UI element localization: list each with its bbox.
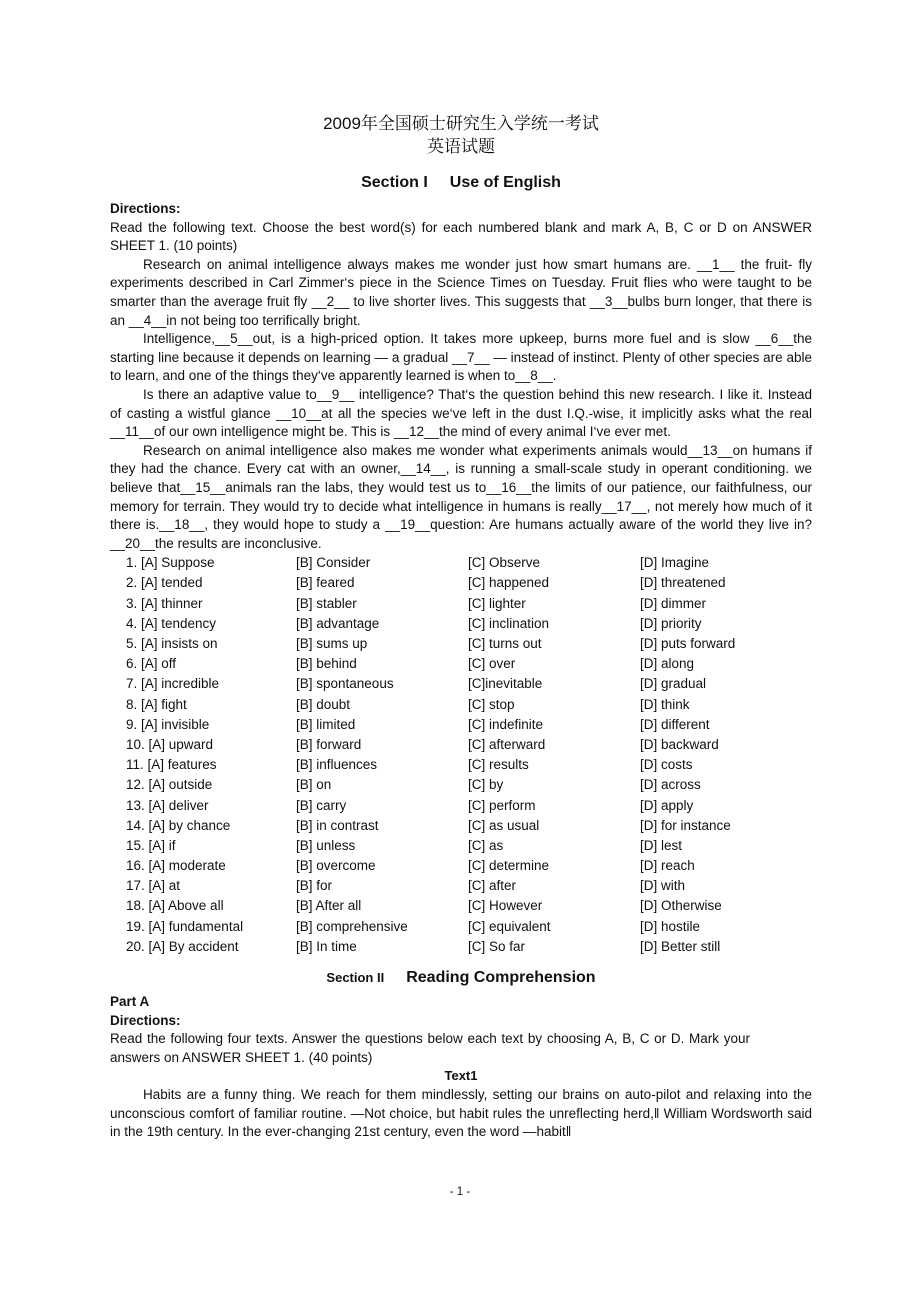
option-c: [C] determine — [468, 858, 550, 874]
option-row-11 — [110, 755, 812, 775]
document-page — [110, 112, 812, 1142]
option-b: [B] forward — [296, 736, 362, 752]
option-d: [D] think — [640, 696, 690, 712]
option-b: [B] doubt — [296, 696, 351, 712]
option-d: [D] apply — [640, 797, 694, 813]
option-b: [B] behind — [296, 656, 357, 672]
exam-subtitle: 英语试题 — [427, 137, 495, 156]
part-label: Part A — [110, 994, 150, 1010]
option-b: [B] influences — [296, 757, 378, 773]
option-row-3 — [110, 594, 812, 614]
option-c: [C] Observe — [468, 555, 541, 571]
section2-title: Reading Comprehension — [406, 969, 596, 987]
option-b: [B] overcome — [296, 858, 376, 874]
option-d: [D] costs — [640, 757, 693, 773]
option-d: [D] with — [640, 878, 686, 894]
option-row-2 — [110, 573, 812, 593]
page-number: - 1 - — [449, 1186, 471, 1198]
option-row-9 — [110, 715, 812, 735]
option-c: [C] So far — [468, 938, 526, 954]
section2-directions-label: Directions: — [110, 1012, 181, 1028]
option-a: 1. [A] Suppose — [126, 555, 215, 571]
option-b: [B] sums up — [296, 636, 368, 652]
option-row-8 — [110, 695, 812, 715]
text1-title: Text1 — [444, 1068, 478, 1084]
option-c: [C] after — [468, 878, 517, 894]
option-row-20 — [110, 937, 812, 957]
option-d: [D] across — [640, 777, 701, 793]
option-a: 13. [A] deliver — [126, 797, 209, 813]
option-a: 15. [A] if — [126, 837, 176, 853]
option-c: [C] by — [468, 777, 504, 793]
option-c: [C] indefinite — [468, 716, 544, 732]
section1-heading — [110, 172, 812, 194]
option-row-7 — [110, 674, 812, 694]
exam-title: 2009年全国硕士研究生入学统一考试 — [323, 114, 599, 133]
section1-label: Section I — [361, 174, 428, 191]
option-b: [B] comprehensive — [296, 918, 408, 934]
option-row-18 — [110, 896, 812, 916]
option-row-14 — [110, 816, 812, 836]
cloze-paragraph-4: Research on animal intelligence also makes me wonder what experiments animals would__13__on humans if they had the chance. Every cat with an owner,__14__, is running a small-scale study in operant conditioning. we believe that__15__animals ran the labs, they would test us to__16__the limits of our patience, our faithfulness, our memory for terrain. They would try to decide what intelligence in humans is really__17__, not merely how much of it there is.__18__, they would hope to study a __19__question: Are humans actually aware of the world they live in?__20__the results are inconclusive. — [110, 442, 812, 551]
option-b: [B] stabler — [296, 595, 357, 611]
option-row-4 — [110, 614, 812, 634]
option-a: 14. [A] by chance — [126, 817, 231, 833]
option-c: [C] over — [468, 656, 516, 672]
option-row-5 — [110, 634, 812, 654]
option-b: [B] In time — [296, 938, 357, 954]
option-d: [D] for instance — [640, 817, 731, 833]
option-a: 16. [A] moderate — [126, 858, 226, 874]
option-a: 9. [A] invisible — [126, 716, 210, 732]
option-d: [D] along — [640, 656, 695, 672]
option-d: [D] reach — [640, 858, 695, 874]
option-d: [D] Imagine — [640, 555, 710, 571]
option-c: [C] However — [468, 898, 543, 914]
option-d: [D] Better still — [640, 938, 721, 954]
option-a: 3. [A] thinner — [126, 595, 203, 611]
option-a: 5. [A] insists on — [126, 636, 218, 652]
option-row-15 — [110, 836, 812, 856]
answer-options-list — [110, 553, 812, 957]
option-b: [B] limited — [296, 716, 356, 732]
option-c: [C] inclination — [468, 615, 550, 631]
option-row-12 — [110, 775, 812, 795]
option-d: [D] lest — [640, 837, 683, 853]
option-a: 19. [A] fundamental — [126, 918, 244, 934]
section2-label: Section II — [326, 970, 385, 986]
option-b: [B] in contrast — [296, 817, 379, 833]
option-d: [D] puts forward — [640, 636, 736, 652]
option-c: [C] equivalent — [468, 918, 551, 934]
option-a: 12. [A] outside — [126, 777, 213, 793]
option-a: 8. [A] fight — [126, 696, 187, 712]
option-c: [C] lighter — [468, 595, 526, 611]
option-d: [D] dimmer — [640, 595, 707, 611]
option-a: 17. [A] at — [126, 878, 181, 894]
option-c: [C] happened — [468, 575, 550, 591]
option-b: [B] feared — [296, 575, 355, 591]
option-c: [C]inevitable — [468, 676, 543, 692]
option-a: 7. [A] incredible — [126, 676, 220, 692]
option-row-13 — [110, 796, 812, 816]
option-a: 10. [A] upward — [126, 736, 214, 752]
option-c: [C] as usual — [468, 817, 540, 833]
option-d: [D] priority — [640, 615, 702, 631]
option-d: [D] Otherwise — [640, 898, 722, 914]
section1-directions-text: Read the following text. Choose the best word(s) for each numbered blank and mark A, B, C or D on ANSWER SHEET 1. (10 points) — [110, 219, 812, 254]
option-b: [B] unless — [296, 837, 356, 853]
option-row-19 — [110, 917, 812, 937]
option-a: 6. [A] off — [126, 656, 177, 672]
option-c: [C] turns out — [468, 636, 542, 652]
option-b: [B] advantage — [296, 615, 380, 631]
option-b: [B] Consider — [296, 555, 371, 571]
option-row-17 — [110, 876, 812, 896]
option-b: [B] for — [296, 878, 333, 894]
option-row-10 — [110, 735, 812, 755]
option-row-1 — [110, 553, 812, 573]
option-c: [C] afterward — [468, 736, 546, 752]
option-a: 11. [A] features — [126, 757, 217, 773]
cloze-paragraph-1: Research on animal intelligence always makes me wonder just how smart humans are. __1__ the fruit- fly experiments described in Carl Zimmer‘s piece in the Science Times on Tuesday. Fruit flies who were taught to be smarter than the average fruit fly __2__ to live shorter lives. This suggests that __3__bulbs burn longer, that there is an __4__in not being too terrifically bright. — [110, 256, 812, 328]
option-row-16 — [110, 856, 812, 876]
cloze-paragraph-3: Is there an adaptive value to__9__ intelligence? That‘s the question behind this new research. I like it. Instead of casting a wistful glance __10__at all the species we‘ve left in the dust I.Q.-wise, it implicitly asks what the real __11__of our own intelligence might be. This is __12__the mind of every animal I‘ve ever met. — [110, 386, 812, 440]
section1-directions-label: Directions: — [110, 201, 181, 216]
option-b: [B] After all — [296, 898, 362, 914]
option-d: [D] different — [640, 716, 710, 732]
option-c: [C] as — [468, 837, 504, 853]
option-a: 18. [A] Above all — [126, 898, 224, 914]
option-row-6 — [110, 654, 812, 674]
section1-title: Use of English — [449, 174, 561, 191]
cloze-paragraph-2: Intelligence,__5__out, is a high-priced option. It takes more upkeep, burns more fuel and is slow __6__the starting line because it depends on learning — a gradual __7__ — instead of instinct. Plenty of other species are able to learn, and one of the things they‘ve apparently learned is when to__8__. — [110, 331, 812, 384]
section2-directions-text: Read the following four texts. Answer the questions below each text by choosing A, B, C or D. Mark your answers on ANSWER SHEET 1. (40 points) — [110, 1031, 750, 1065]
option-b: [B] carry — [296, 797, 347, 813]
option-a: 2. [A] tended — [126, 575, 203, 591]
option-b: [B] spontaneous — [296, 676, 394, 692]
option-c: [C] perform — [468, 797, 536, 813]
text1-paragraph: Habits are a funny thing. We reach for them mindlessly, setting our brains on auto-pilot and relaxing into the unconscious comfort of familiar routine. —Not choice, but habit rules the unreflecting herd,‖ William Wordsworth said in the 19th century. In the ever-changing 21st century, even the word —habit‖ — [110, 1087, 812, 1140]
option-c: [C] results — [468, 757, 529, 773]
option-d: [D] backward — [640, 736, 719, 752]
option-d: [D] hostile — [640, 918, 701, 934]
option-b: [B] on — [296, 777, 332, 793]
option-c: [C] stop — [468, 696, 515, 712]
option-a: 20. [A] By accident — [126, 938, 239, 954]
option-d: [D] threatened — [640, 575, 726, 591]
option-a: 4. [A] tendency — [126, 615, 217, 631]
option-d: [D] gradual — [640, 676, 707, 692]
section2-heading — [110, 965, 812, 991]
